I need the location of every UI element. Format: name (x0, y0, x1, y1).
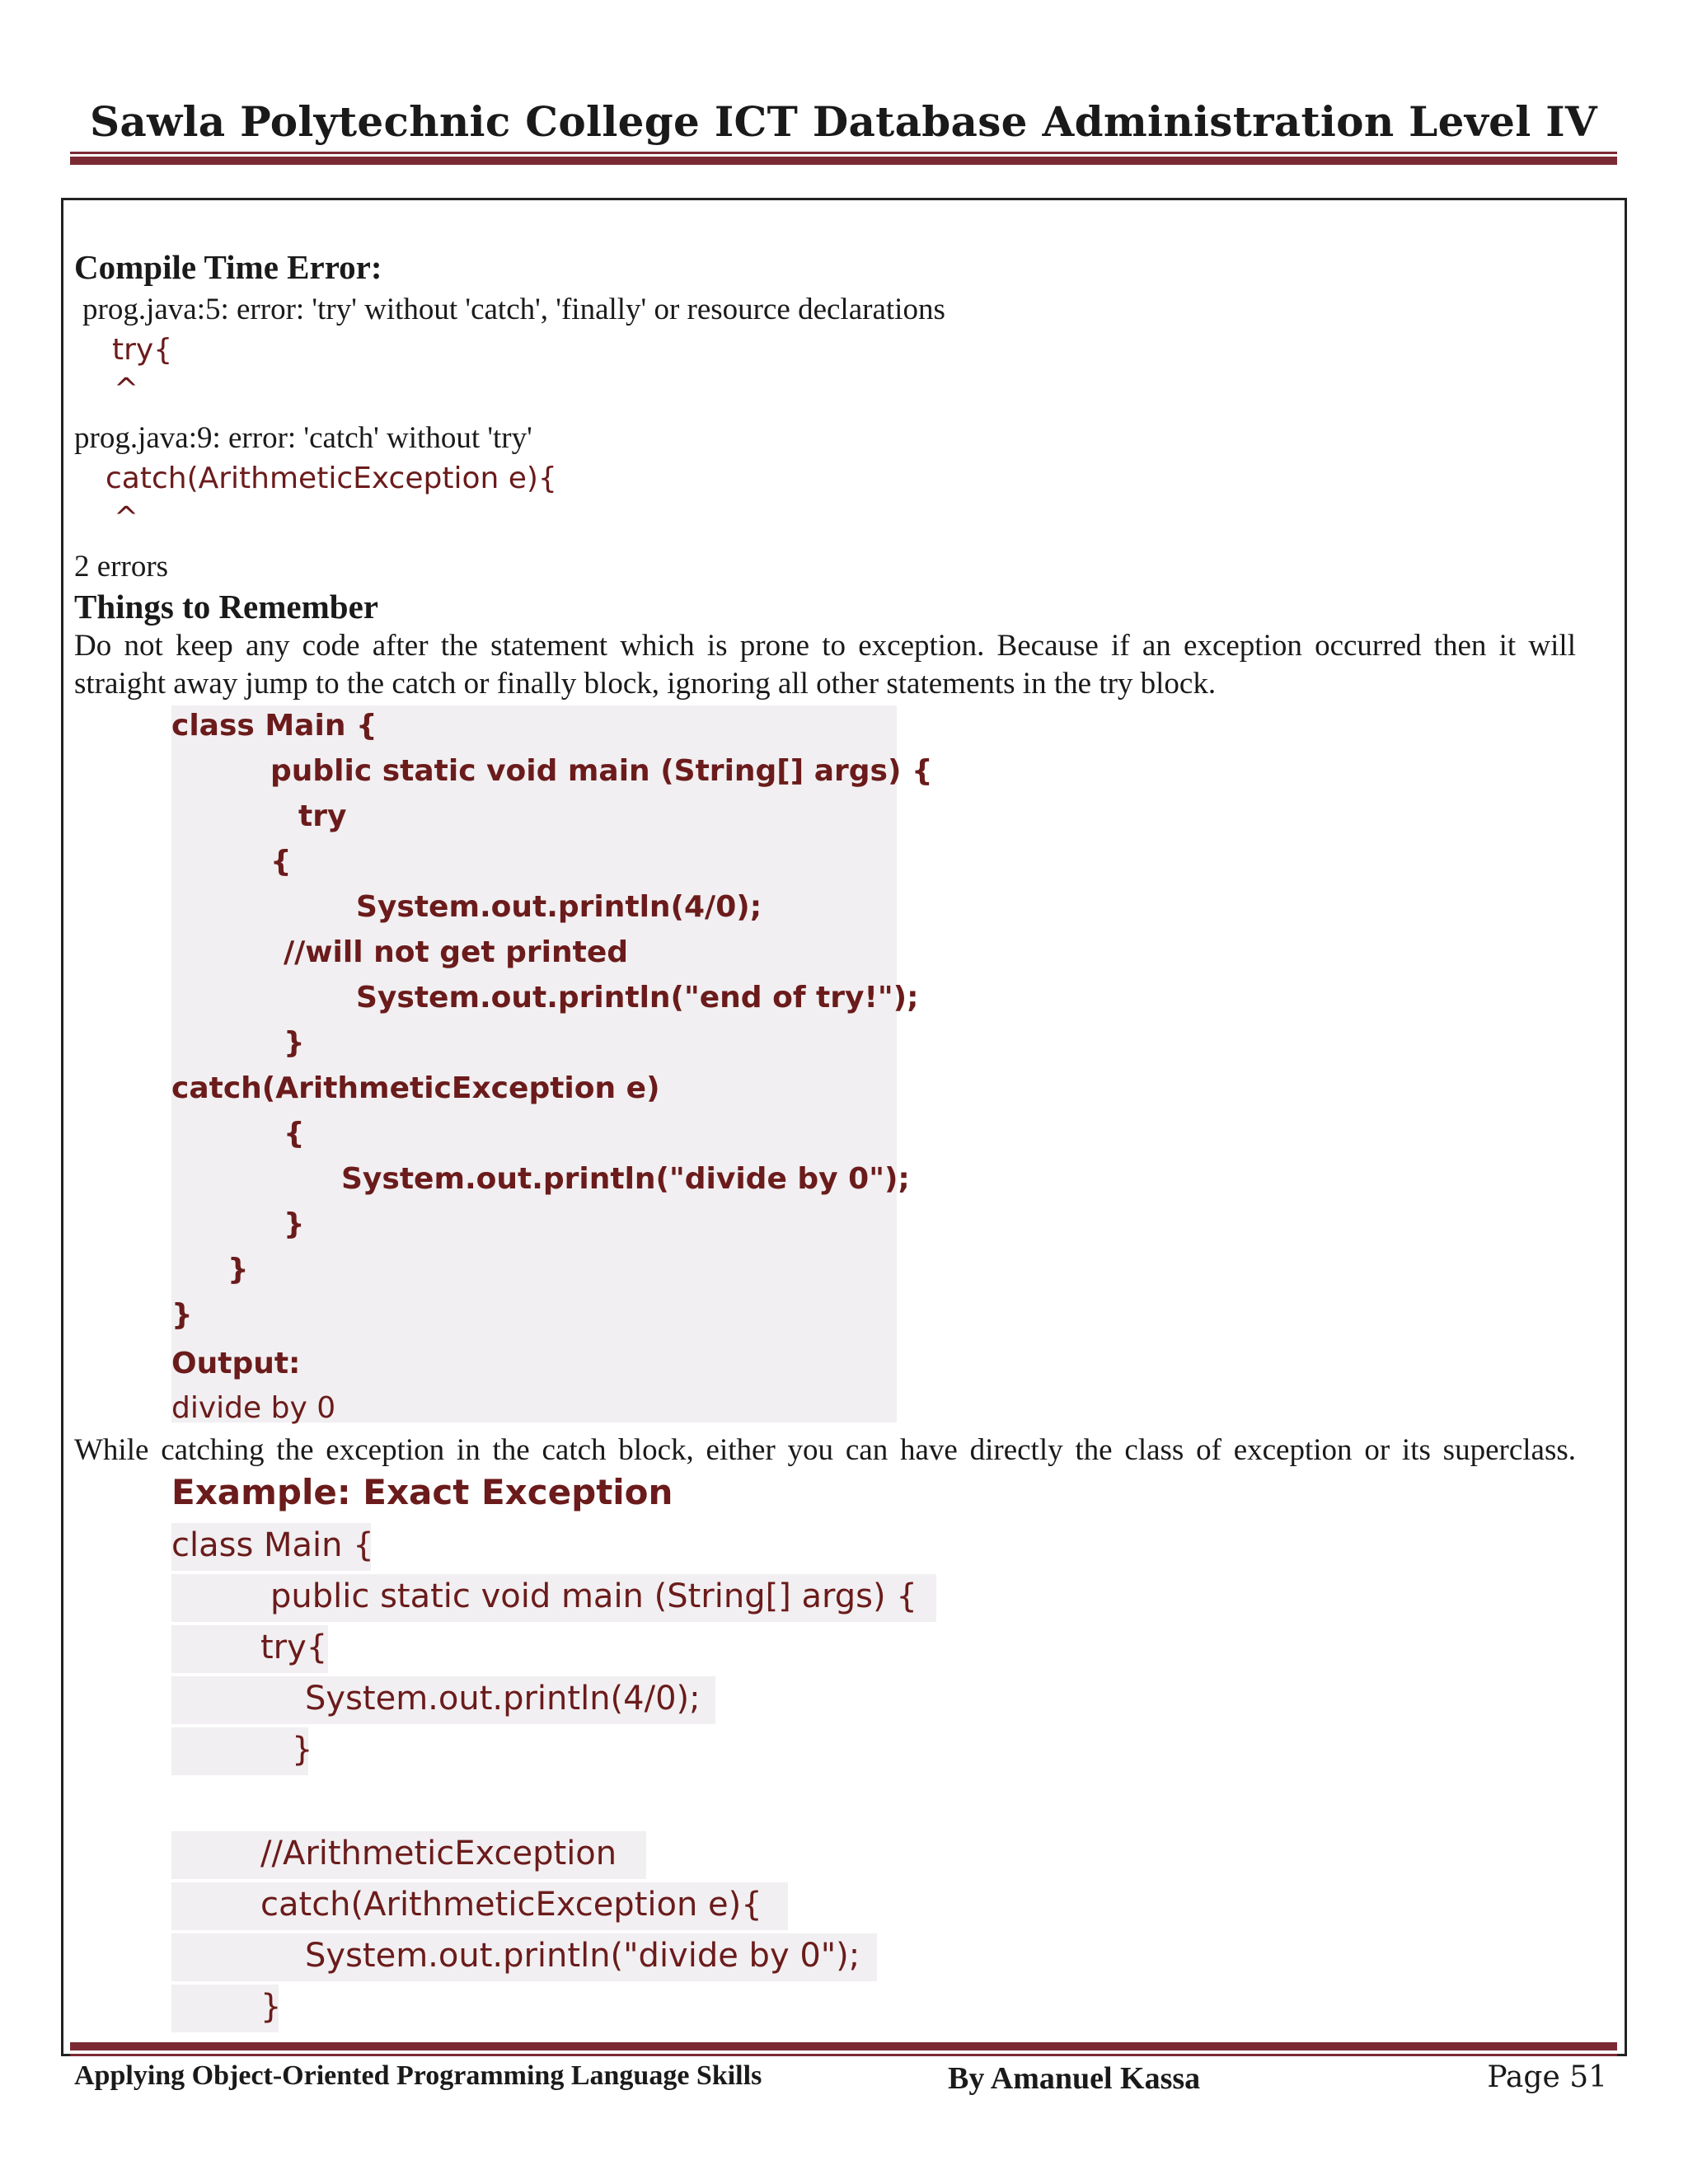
footer-rule-thick (70, 2042, 1617, 2050)
error-code-catch: catch(ArithmeticException e){ (106, 462, 557, 495)
example-line-println-2: System.out.println("divide by 0"); (305, 1937, 860, 1975)
error-line-2: prog.java:9: error: 'catch' without 'try' (74, 421, 532, 455)
code1-line-main-close: } (227, 1253, 249, 1286)
example-line-comment: //ArithmeticException (260, 1835, 617, 1872)
code1-line-main: public static void main (String[] args) { (270, 754, 933, 788)
page-header-title: Sawla Polytechnic College ICT Database Administration Level IV (90, 97, 1597, 146)
code1-line-println-1: System.out.println(4/0); (356, 890, 762, 924)
footer-rule-thin (70, 2054, 1617, 2056)
example-line-close-catch: } (260, 1988, 282, 2026)
error-line-1: prog.java:5: error: 'try' without 'catch', 'finally' or resource declarations (82, 293, 945, 326)
example-line-catch: catch(ArithmeticException e){ (260, 1886, 762, 1924)
code1-line-close-try: } (284, 1026, 305, 1060)
code1-line-println-3: System.out.println("divide by 0"); (341, 1162, 910, 1196)
compile-error-heading: Compile Time Error: (74, 248, 382, 286)
remember-paragraph-line-2: straight away jump to the catch or finally block, ignoring all other statements in the try block. (74, 667, 1217, 701)
footer-author: By Amanuel Kassa (948, 2061, 1201, 2096)
code1-line-open-brace: { (270, 845, 292, 879)
code1-line-class-close: } (171, 1298, 193, 1332)
code1-line-comment: //will not get printed (284, 935, 629, 969)
error-count: 2 errors (74, 550, 169, 583)
error-caret-2: ^ (114, 501, 139, 535)
code1-line-class: class Main { (171, 709, 377, 743)
code1-line-catch: catch(ArithmeticException e) (171, 1071, 660, 1105)
code1-line-try: try (298, 799, 347, 833)
code1-output-value: divide by 0 (171, 1391, 336, 1425)
footer-page-number: Page 51 (1487, 2060, 1607, 2094)
code1-line-catch-close: } (284, 1207, 305, 1241)
example-line-println-1: System.out.println(4/0); (305, 1680, 701, 1718)
code1-output-label: Output: (171, 1347, 301, 1380)
code1-line-catch-open: { (284, 1117, 305, 1151)
example-line-main: public static void main (String[] args) { (270, 1577, 917, 1615)
footer-course-title: Applying Object-Oriented Programming Language Skills (74, 2060, 762, 2091)
example-shade-5 (171, 1727, 308, 1775)
header-rule-thin (70, 152, 1617, 154)
code-block-1-shading (171, 705, 897, 1422)
error-caret-1: ^ (114, 373, 139, 406)
remember-paragraph-line-1: Do not keep any code after the statement which is prone to exception. Because if an exception occurred then it will (74, 629, 1576, 663)
example-heading: Example: Exact Exception (171, 1472, 673, 1512)
catching-explanation: While catching the exception in the catch block, either you can have directly the class of exception or its superclass. (74, 1433, 1576, 1467)
example-line-close-try: } (292, 1731, 313, 1769)
error-code-try: try{ (112, 333, 173, 367)
header-rule-thick (70, 157, 1617, 165)
code1-line-println-2: System.out.println("end of try!"); (356, 981, 919, 1015)
remember-heading: Things to Remember (74, 588, 378, 626)
example-line-try: try{ (260, 1629, 328, 1666)
example-line-class: class Main { (171, 1526, 374, 1564)
